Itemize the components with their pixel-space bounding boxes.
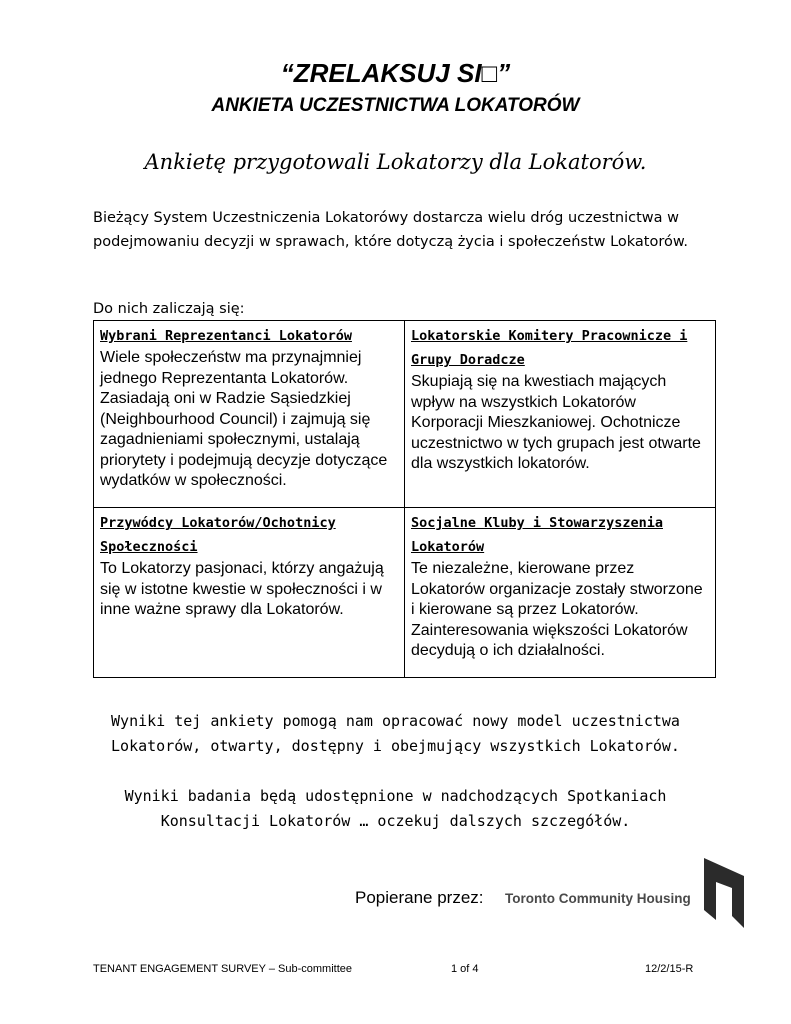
table-cell [405,508,716,678]
organization-name: Toronto Community Housing [505,891,691,906]
results-line: Wyniki tej ankiety pomogą nam opracować nowy model uczestnictwa [111,712,680,730]
cell-body: Te niezależne, kierowane przez Lokatorów organizacje zostały stworzone i kierowane są przez Lokatorów. Zainteresowania większości Lokatorów decydują o ich działalności. [411,560,703,659]
intro-paragraph: Bieżący System Uczestniczenia Lokatorówy dostarcza wielu dróg uczestnictwa w podejmowaniu decyzji w sprawach, które dotyczą życia i społeczeństw Lokatorów. [93,210,689,250]
page-title: “ZRELAKSUJ SI□” [280,58,511,88]
results-line: Lokatorów, otwarty, dostępny i obejmujący wszystkich Lokatorów. [111,737,680,755]
cell-heading: Socjalne Kluby i Stowarzyszenia Lokatorów [411,515,663,555]
cell-body: Wiele społeczeństw ma przynajmniej jednego Reprezentanta Lokatorów. Zasiadają oni w Radzie Sąsiedzkiej (Neighbourhood Council) i zajmują się zagadnieniami społecznymi, ustalają priorytety i podejmują decyzje dotyczące wydatków w społeczności. [100,349,388,489]
table-row [94,321,716,508]
footer-page-number: 1 of 4 [451,963,479,975]
cell-body: Skupiają się na kwestiach mających wpływ na wszystkich Lokatorów Korporacji Mieszkaniowej. Ochotnicze uczestnictwo w tych grupach jest otwarte dla wszystkich lokatorów. [411,373,701,472]
table-cell [94,321,405,508]
results-line: Wyniki badania będą udostępnione w nadchodzących Spotkaniach [124,787,667,805]
footer-document-title: TENANT ENGAGEMENT SURVEY – Sub-committee [93,963,352,975]
support-label: Popierane przez: [355,888,484,907]
cell-heading: Lokatorskie Komitery Pracownicze i Grupy Doradcze [411,328,688,368]
cell-heading: Przywódcy Lokatorów/Ochotnicy Społeczności [100,515,336,555]
table-cell [94,508,405,678]
cell-body: To Lokatorzy pasjonaci, którzy angażują się w istotne kwestie w społeczności i w inne ważne sprawy dla Lokatorów. [100,560,384,618]
page-subtitle: ANKIETA UCZESTNICTWA LOKATORÓW [211,95,580,116]
intro-lead: Do nich zaliczają się: [93,301,245,317]
tagline: Ankietę przygotowali Lokatorzy dla Lokatorów. [144,150,647,174]
results-line: Konsultacji Lokatorów … oczekuj dalszych szczegółów. [160,812,631,830]
tch-logo-icon [704,858,744,933]
table-cell [405,321,716,508]
table-row [94,508,716,678]
cell-heading: Wybrani Reprezentanci Lokatorów [100,328,352,344]
footer-revision: 12/2/15-R [645,963,694,975]
engagement-table [93,320,716,678]
